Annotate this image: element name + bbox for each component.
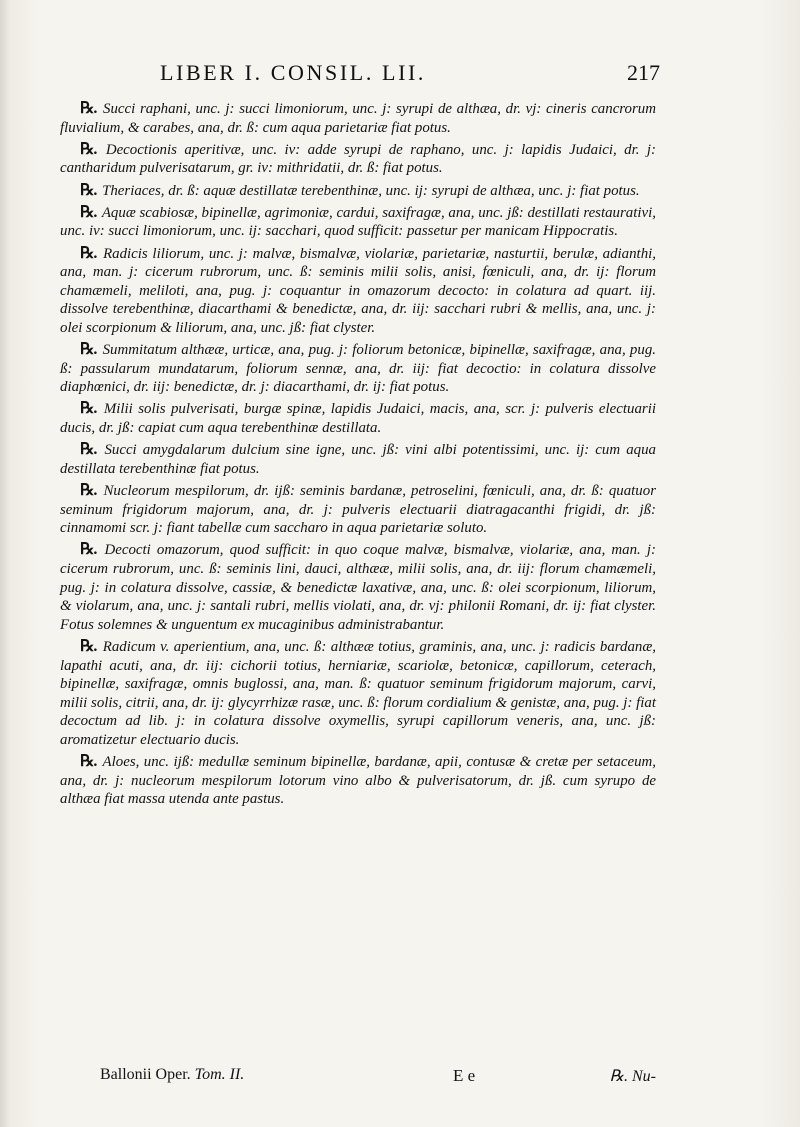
recipe-symbol-icon: ℞. [80,100,97,117]
recipe-paragraph: ℞. Theriaces, dr. ß: aquæ destillatæ terebenthinæ, unc. ij: syrupi de althæa, unc. j: fiat potus. [80,181,640,199]
page-number: 217 [627,60,660,85]
signature-mark: E e [453,1066,476,1085]
recipe-paragraph: ℞. Radicis liliorum, unc. j: malvæ, bismalvæ, violariæ, parietariæ, nasturtii, berulæ, adianthi, ana, man. j: cicerum rubrorum, unc. ß: seminis milii solis, anisi, fœniculi, ana, dr. ij: florum chamæmeli, meliloti, ana, pug. j: coquantur in omazorum decocto: in colatura ad quart. iij. dissolve terebenthinæ, diacarthami & benedictæ, ana, dr. iij: sacchari rubri & mellis, ana, unc. j: olei scorpionum & liliorum, ana, unc. jß: fiat clyster. [60,244,656,336]
recipe-symbol-icon: ℞. [80,637,97,655]
recipe-symbol-icon: ℞. [80,140,97,158]
recipe-symbol-icon: ℞. [80,441,97,459]
recipe-paragraph: ℞. Summitatum althææ, urticæ, ana, pug. j: foliorum betonicæ, bipinellæ, saxifragæ, ana, pug. ß: passularum mundatarum, foliorum sennæ, ana, dr. iij: fiat decoctio: in colatura dissolve diaphœnici, dr. iij: benedictæ, dr. j: diacarthami, dr. ij: fiat potus. [60,341,656,396]
recipe-paragraph: ℞. Succi amygdalarum dulcium sine igne, unc. jß: vini albi potentissimi, unc. ij: cum aqua destillata terebenthinæ fiat potus. [60,441,656,477]
signature-line: Ballonii Oper. Tom. II. [100,1066,245,1083]
recipe-symbol-icon: ℞. [80,244,97,262]
recipe-paragraph: ℞. Decocti omazorum, quod sufficit: in quo coque malvæ, bismalvæ, violariæ, ana, man. j: cicerum rubrorum, unc. ß: seminis lini, dauci, althææ, milii solis, ana, dr. iij: florum chamæmeli, pug. j: in colatura dissolve, cassiæ, & benedictæ laxativæ, ana, unc. ß: olei scorpionum, liliorum, & violarum, ana, unc. j: santali rubri, mellis violati, ana, dr. vj: philonii Romani, dr. ij: fiat clyster. Fotus solemnes & unguentum ex mucaginibus administrabantur. [60,541,656,633]
recipe-paragraph: ℞. Succi raphani, unc. j: succi limoniorum, unc. j: syrupi de althæa, dr. vj: cineris cancrorum fluvialium, & carabes, ana, dr. ß: cum aqua parietariæ fiat potus. [60,100,656,136]
recipe-paragraph: ℞. Decoctionis aperitivæ, unc. iv: adde syrupi de raphano, unc. j: lapidis Judaici, dr. j: cantharidum pulverisatarum, gr. iv: mithridatii, dr. ß: fiat potus. [60,140,656,177]
running-title: LIBER I. CONSIL. LII. [160,60,427,85]
recipe-symbol-icon: ℞. [80,181,97,199]
recipe-symbol-icon: ℞. [80,541,97,559]
recipe-paragraph: ℞. Aloes, unc. ijß: medullæ seminum bipinellæ, bardanæ, apii, contusæ & cretæ per setaceum, ana, dr. j: nucleorum mespilorum lotorum vino albo & pulverisatorum, dr. jß. cum syrupo de althæa fiat massa utenda ante pastus. [60,753,656,808]
recipe-paragraph: ℞. Aquæ scabiosæ, bipinellæ, agrimoniæ, cardui, saxifragæ, ana, unc. jß: destillati restaurativi, unc. iv: succi limoniorum, unc. ij: sacchari, quod sufficit: passetur per manicam Hippocratis. [60,203,656,240]
recipe-paragraph: ℞. Nucleorum mespilorum, dr. ijß: seminis bardanæ, petroselini, fœniculi, ana, dr. ß: quatuor seminum frigidorum majorum, ana, dr. j: pulveris electuarii diatragacanthi frigidi, dr. jß: cinnamomi scr. j: fiant tabellæ cum saccharo in aqua parietariæ soluto. [60,482,656,537]
recipe-symbol-icon: ℞. [80,341,97,359]
recipe-text [60,100,656,813]
recipe-paragraph: ℞. Milii solis pulverisati, burgæ spinæ, lapidis Judaici, macis, ana, scr. j: pulveris electuarii ducis, dr. jß: capiat cum aqua terebenthinæ destillata. [60,400,656,437]
catchword: ℞. Nu- [609,1068,656,1085]
page-header [160,60,660,92]
recipe-paragraph: ℞. Radicum v. aperientium, ana, unc. ß: althææ totius, graminis, ana, unc. j: radicis bardanæ, lapathi acuti, ana, dr. iij: cichorii totius, herniariæ, scariolæ, betonicæ, capillorum, ceterach, bipinellæ, saxifragæ, omnis buglossi, ana, man. ß: quatuor seminum frigidorum majorum, carvi, milii solis, citrii, ana, dr. ij: glycyrrhizæ rasæ, unc. ß: florum cordialium & genistæ, ana, pug. j: fiat decoctum ad lib. j: in colatura dissolve oxymellis, syrupi capillorum veneris, ana, unc. jß: aromatizetur electuario ducis. [60,637,656,748]
recipe-symbol-icon: ℞. [80,203,97,221]
recipe-symbol-icon: ℞. [80,400,97,418]
recipe-symbol-icon: ℞. [80,482,97,500]
recipe-symbol-icon: ℞. [80,753,97,771]
page-footer [100,1066,656,1092]
